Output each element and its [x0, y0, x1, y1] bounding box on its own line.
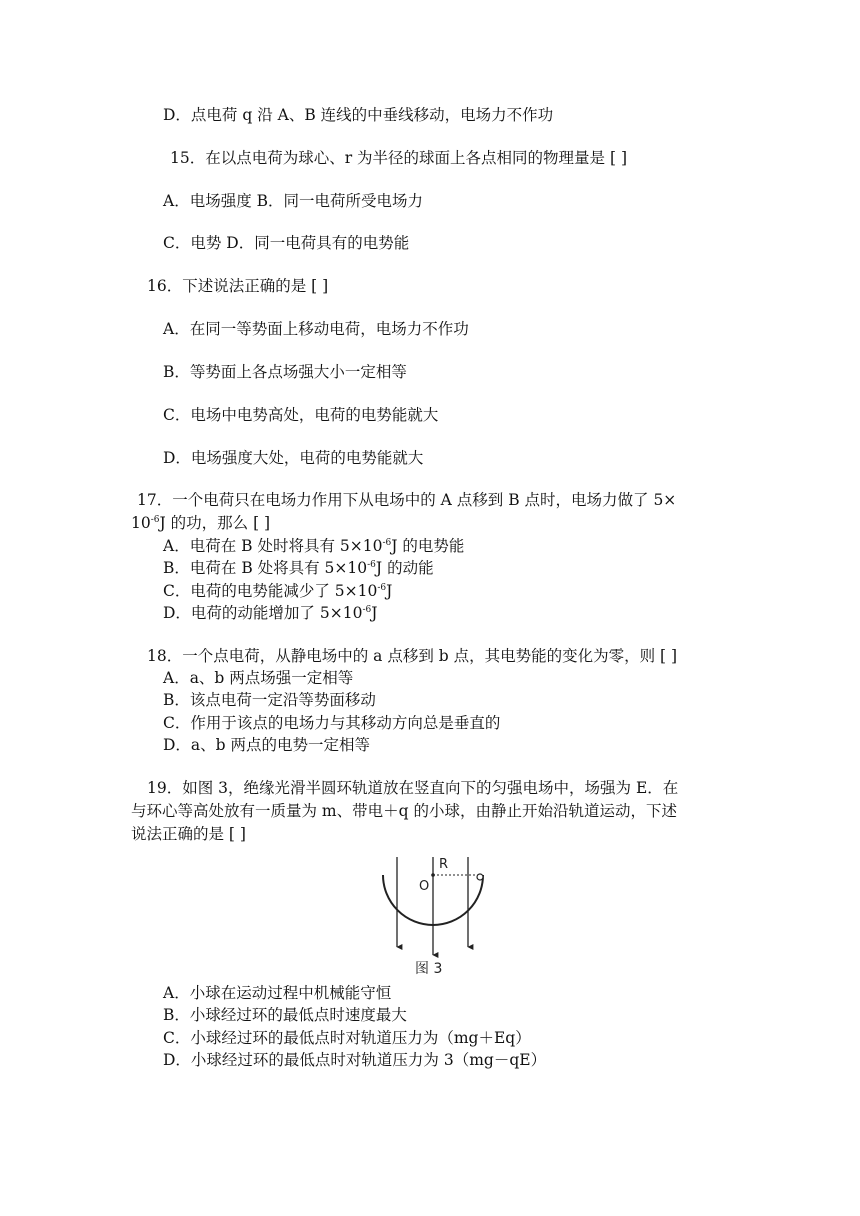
- q15-options-ab: A．电场强度 B．同一电荷所受电场力: [163, 192, 424, 210]
- q17-option-a: A．电荷在 B 处时将具有 $5\times 10^{-6}J$ 的电势能: [163, 537, 465, 555]
- q14-option-d: D．点电荷 q 沿 A、B 连线的中垂线移动，电场力不作功: [163, 106, 554, 124]
- q17-option-b: B．电荷在 B 处将具有 $5\times 10^{-6}J$ 的动能: [163, 559, 434, 577]
- q15-options-cd: C．电势 D．同一电荷具有的电势能: [163, 234, 410, 252]
- q17-option-c: C．电荷的电势能减少了 $5\times 10^{-6}J$: [163, 582, 393, 600]
- q17-stem-line2: $10^{-6}J$ 的功，那么 [ ]: [131, 514, 271, 532]
- q18-option-b: B．该点电荷一定沿等势面移动: [163, 691, 376, 709]
- q19-stem-line3: 说法正确的是 [ ]: [131, 825, 246, 843]
- q17-option-d: D．电荷的动能增加了 $5\times 10^{-6}J$: [163, 604, 378, 622]
- q18-option-d: D．a、b 两点的电势一定相等: [163, 736, 371, 754]
- q18-option-c: C．作用于该点的电场力与其移动方向总是垂直的: [163, 714, 501, 732]
- q17-stem-line1: 17．一个电荷只在电场力作用下从电场中的 A 点移到 B 点时，电场力做了 5×: [137, 491, 677, 509]
- q19-stem-line2: 与环心等高处放有一质量为 m、带电＋q 的小球，由静止开始沿轨道运动，下述: [131, 802, 677, 820]
- q18-stem: 18．一个点电荷，从静电场中的 a 点移到 b 点，其电势能的变化为零，则 [ ]: [147, 647, 678, 665]
- q19-option-c: C．小球经过环的最低点时对轨道压力为（mg＋Eq）: [163, 1029, 531, 1047]
- q16-option-d: D．电场强度大处，电荷的电势能就大: [163, 449, 424, 467]
- q15-stem: 15．在以点电荷为球心、r 为半径的球面上各点相同的物理量是 [ ]: [170, 149, 628, 167]
- q16-option-b: B．等势面上各点场强大小一定相等: [163, 363, 407, 381]
- q16-option-a: A．在同一等势面上移动电荷，电场力不作功: [163, 320, 469, 338]
- q19-stem-line1: 19．如图 3，绝缘光滑半圆环轨道放在竖直向下的匀强电场中，场强为 E．在: [147, 779, 679, 797]
- q19-option-b: B．小球经过环的最低点时速度最大: [163, 1006, 407, 1024]
- q16-option-c: C．电场中电势高处，电荷的电势能就大: [163, 406, 439, 424]
- q18-option-a: A．a、b 两点场强一定相等: [163, 669, 354, 687]
- figure-3-semicircle-track: [377, 855, 489, 979]
- charged-ball: [477, 874, 483, 880]
- figure-caption: 图 3: [415, 961, 443, 977]
- q19-option-a: A．小球在运动过程中机械能守恒: [163, 984, 392, 1002]
- center-label: O: [419, 879, 430, 894]
- q19-option-d: D．小球经过环的最低点时对轨道压力为 3（mg－qE）: [163, 1051, 547, 1069]
- q16-stem: 16．下述说法正确的是 [ ]: [147, 277, 329, 295]
- radius-label: R: [439, 857, 449, 872]
